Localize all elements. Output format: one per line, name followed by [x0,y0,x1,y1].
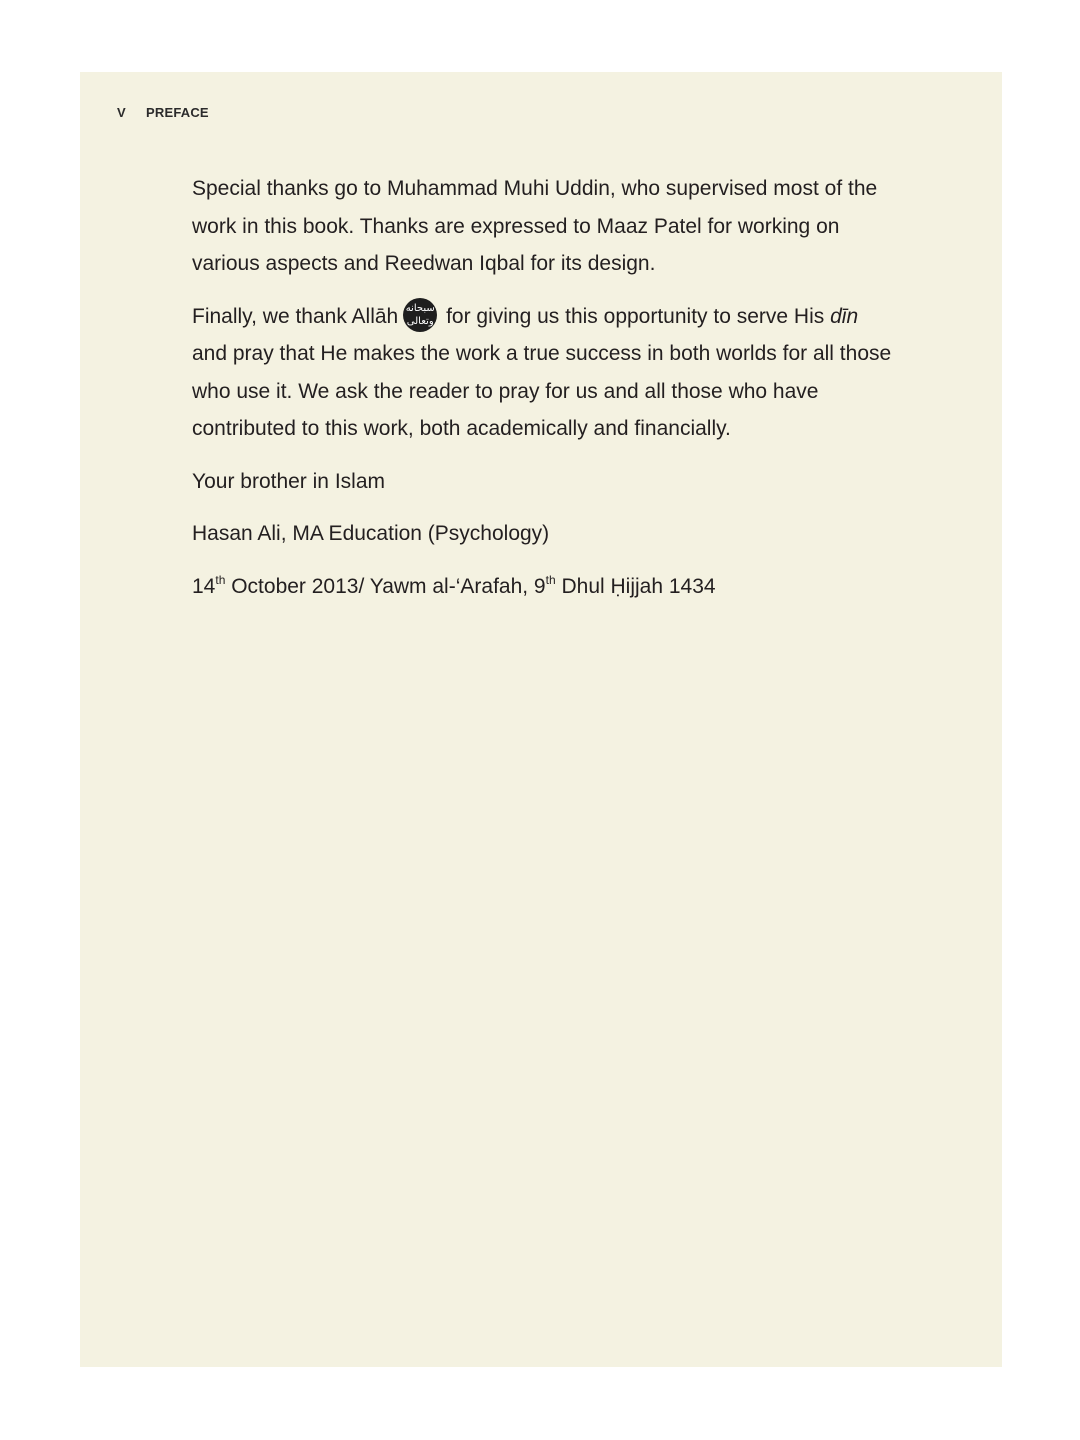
acknowledgement-paragraph [192,170,892,283]
hijri-day-suffix: th [545,572,556,587]
running-head [117,105,209,120]
document-page [80,72,1002,1367]
section-title: PREFACE [146,105,209,120]
honorific-line-2: وتعالى [406,315,434,327]
acknowledgement-text: Special thanks go to Muhammad Muhi Uddin, who supervised most of the work in this book. Thanks are expressed to Maaz Patel for working on various aspects and Reedwan Iqbal for its design. [192,177,878,275]
date-middle: October 2013/ Yawm al-‘Arafah, 9 [231,574,546,598]
author-signature [192,515,892,553]
din-term: dīn [830,304,859,328]
thanks-text-middle: for giving us this opportunity to serve His [446,304,825,328]
author-name: Hasan Ali, MA Education (Psychology) [192,522,550,545]
salutation-text: Your brother in Islam [192,469,385,493]
body-text [192,170,892,620]
date-day-suffix: th [215,572,226,587]
closing-salutation [192,463,892,501]
date-day: 14 [192,574,216,598]
honorific-icon [403,298,437,332]
date-line [192,568,892,606]
page-number: V [117,105,126,120]
closing-paragraph [192,298,892,448]
thanks-text-end: and pray that He makes the work a true success in both worlds for all those who use it. We ask the reader to pray for us and all those who have contributed to this work, both academically and financially. [192,342,892,440]
honorific-line-1: سبحانه [405,302,435,314]
hijri-date: Dhul Ḥijjah 1434 [561,574,716,598]
thanks-text-start: Finally, we thank Allāh [192,304,399,328]
